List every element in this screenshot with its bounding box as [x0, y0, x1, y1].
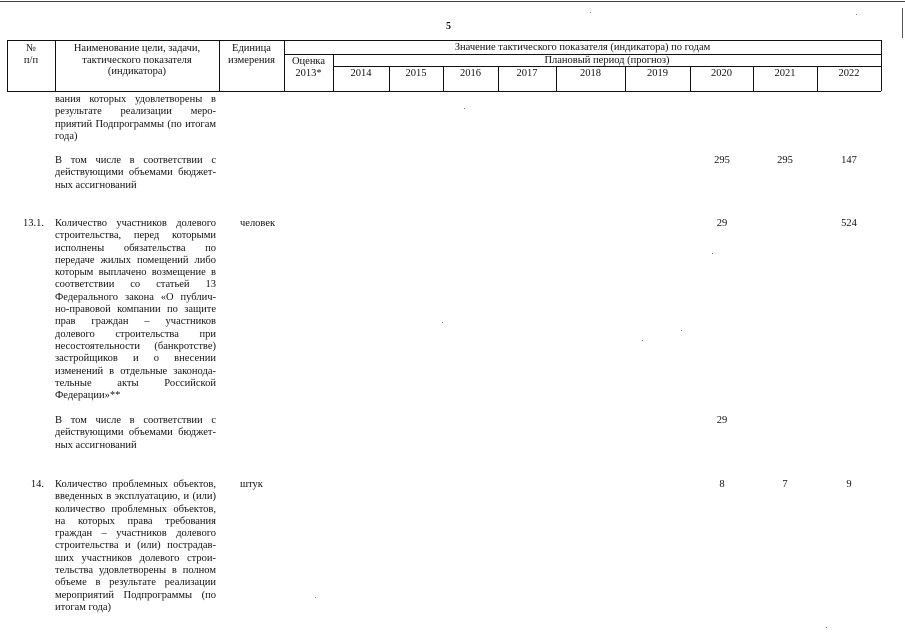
text-line: действующими объемами бюджет- — [55, 427, 216, 439]
row1-value-2021: 295 — [777, 155, 793, 166]
row-number-13-1: 13.1. — [23, 218, 44, 229]
row1-value-2022: 147 — [841, 155, 857, 166]
text-line: результате реализации меро- — [55, 106, 216, 118]
header-year-2018: 2018 — [580, 68, 601, 79]
header-year-2021: 2021 — [774, 68, 796, 79]
header-year-2019: 2019 — [647, 68, 668, 79]
text-line: В том числе в соответствии с — [55, 415, 216, 426]
text-line: В том числе в соответствии с — [55, 155, 216, 166]
header-col-unit-line2: измерения — [228, 54, 275, 66]
text-line: итогам года) — [55, 601, 112, 613]
text-line: граждан – участников долевого — [55, 528, 216, 540]
row-text-continuation — [55, 94, 216, 143]
text-line: тельства удовлетворены в полном — [55, 565, 216, 577]
header-col-unit-line1: Единица — [232, 43, 271, 54]
row4-value-2020: 8 — [719, 479, 725, 490]
row2-value-2020: 29 — [716, 218, 728, 229]
header-col-name-line3: (индикатора) — [107, 66, 167, 77]
row-unit-13-1: человек — [240, 218, 276, 229]
header-col-unit — [219, 43, 284, 66]
text-line: застройщиков и о внесении — [55, 353, 216, 365]
text-line: строительства, перед которыми — [55, 230, 216, 242]
header-year-2014: 2014 — [350, 68, 372, 79]
text-line: Федерального закона «О публич- — [55, 291, 216, 303]
text-line: которым выплачено возмещение в — [55, 267, 216, 279]
text-line: тельные акты Российской — [55, 377, 216, 389]
header-estimate-line1: Оценка — [291, 56, 326, 67]
text-line: передаче жилых помещений либо — [55, 254, 216, 266]
text-line: приятий Подпрограммы (по итогам — [55, 118, 216, 130]
text-line: несостоятельности (банкротстве) — [55, 340, 216, 352]
row3-value-2020: 29 — [716, 415, 728, 426]
row-text-14 — [55, 479, 216, 614]
text-line: долевого строительства при — [55, 328, 216, 340]
text-line: действующими объемами бюджет- — [55, 167, 216, 179]
text-line: количество проблемных объектов, — [55, 503, 216, 515]
header-col-number-line1: № — [25, 43, 37, 54]
text-line: ших участников долевого строи- — [55, 552, 216, 564]
text-line: Федерации»** — [55, 390, 121, 402]
text-line: на которых права требования — [55, 515, 216, 527]
row2-value-2022: 524 — [841, 218, 857, 229]
text-line: но-правовой компании по защите — [55, 304, 216, 316]
scan-top-edge — [0, 1, 905, 2]
row4-value-2021: 7 — [782, 479, 788, 490]
row-unit-14: штук — [240, 479, 263, 490]
text-line: мероприятий Подпрограммы (по — [55, 589, 216, 601]
header-year-2016: 2016 — [460, 68, 481, 79]
row-text-13-1 — [55, 218, 216, 402]
text-line: изменений в отдельные законода- — [55, 365, 216, 377]
text-line: введенных в эксплуатацию, и (или) — [55, 491, 216, 503]
row4-value-2022: 9 — [846, 479, 852, 490]
header-col-name-line1: Наименование цели, задачи, — [73, 43, 201, 54]
header-estimate — [284, 56, 333, 79]
header-col-name-line2: тактического показателя — [82, 54, 192, 66]
text-line: исполнены обязательства по — [55, 242, 216, 254]
header-year-2015: 2015 — [405, 68, 427, 79]
row-text-budget-2 — [55, 415, 216, 452]
text-line: объеме в результате реализации — [55, 577, 216, 589]
text-line: ных ассигнований — [55, 179, 137, 191]
header-year-2020: 2020 — [711, 68, 732, 79]
text-line: Количество проблемных объектов, — [55, 479, 216, 490]
text-line: года) — [55, 130, 78, 142]
text-line: вания которых удовлетворены в — [55, 94, 216, 105]
text-line: ных ассигнований — [55, 439, 137, 451]
text-line: соответствии со статьей 13 — [55, 279, 216, 291]
header-col-name — [55, 43, 219, 78]
header-estimate-line2: 2013* — [295, 67, 322, 79]
header-col-number-line2: п/п — [23, 54, 39, 66]
header-planned-period: Плановый период (прогноз) — [544, 55, 670, 66]
header-col-number — [7, 43, 55, 66]
text-line: прав граждан – участников — [55, 316, 216, 328]
header-values-title: Значение тактического показателя (индикатора) по годам — [454, 42, 711, 53]
header-year-2022: 2022 — [838, 68, 860, 79]
text-line: Количество участников долевого — [55, 218, 216, 229]
row-number-14: 14. — [30, 479, 44, 490]
page-number: 5 — [446, 21, 451, 32]
header-year-2017: 2017 — [516, 68, 538, 79]
row-text-budget-1 — [55, 155, 216, 192]
text-line: строительства и (или) пострадав- — [55, 540, 216, 552]
row1-value-2020: 295 — [714, 155, 730, 166]
